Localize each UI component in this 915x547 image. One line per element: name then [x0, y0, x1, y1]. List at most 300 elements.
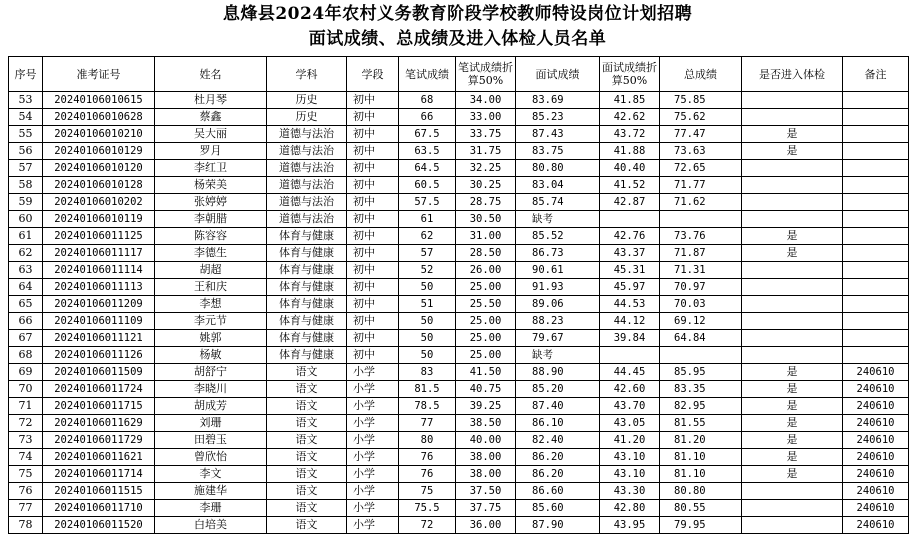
- cell-total: [660, 347, 742, 364]
- cell-remark: [843, 211, 909, 228]
- cell-stage: 初中: [347, 109, 399, 126]
- cell-name: 刘珊: [155, 415, 267, 432]
- table-row: [9, 313, 909, 330]
- cell-written-50: 33.00: [456, 109, 516, 126]
- header-written-50: 笔试成绩折算50%: [456, 57, 516, 92]
- cell-total: 75.85: [660, 92, 742, 109]
- cell-physical: 是: [742, 143, 843, 160]
- cell-interview: 86.10: [516, 415, 600, 432]
- cell-interview-50: 41.85: [600, 92, 660, 109]
- cell-written-50: 37.75: [456, 500, 516, 517]
- table-row: [9, 211, 909, 228]
- header-exam-no: 准考证号: [43, 57, 155, 92]
- cell-interview: 85.52: [516, 228, 600, 245]
- table-row: [9, 228, 909, 245]
- cell-seq: 66: [9, 313, 43, 330]
- cell-interview: 83.75: [516, 143, 600, 160]
- cell-exam-no: 20240106010120: [43, 160, 155, 177]
- cell-physical: [742, 330, 843, 347]
- cell-remark: 240610: [843, 398, 909, 415]
- cell-remark: 240610: [843, 381, 909, 398]
- header-name: 姓名: [155, 57, 267, 92]
- cell-subject: 道德与法治: [267, 160, 347, 177]
- cell-interview-50: 42.80: [600, 500, 660, 517]
- cell-interview-50: 44.12: [600, 313, 660, 330]
- cell-total: 85.95: [660, 364, 742, 381]
- cell-exam-no: 20240106010615: [43, 92, 155, 109]
- cell-remark: [843, 160, 909, 177]
- cell-exam-no: 20240106011629: [43, 415, 155, 432]
- cell-interview-50: 41.52: [600, 177, 660, 194]
- cell-written-50: 30.50: [456, 211, 516, 228]
- cell-name: 曾欣怡: [155, 449, 267, 466]
- cell-interview: 87.90: [516, 517, 600, 534]
- cell-physical: 是: [742, 364, 843, 381]
- header-written: 笔试成绩: [399, 57, 456, 92]
- cell-interview-50: 39.84: [600, 330, 660, 347]
- cell-stage: 初中: [347, 177, 399, 194]
- cell-subject: 道德与法治: [267, 194, 347, 211]
- cell-name: 吴大丽: [155, 126, 267, 143]
- table-row: [9, 483, 909, 500]
- cell-written: 50: [399, 279, 456, 296]
- cell-written-50: 39.25: [456, 398, 516, 415]
- table-row: [9, 262, 909, 279]
- cell-exam-no: 20240106011520: [43, 517, 155, 534]
- table-row: [9, 347, 909, 364]
- cell-total: 83.35: [660, 381, 742, 398]
- cell-total: 81.10: [660, 449, 742, 466]
- cell-total: 64.84: [660, 330, 742, 347]
- cell-subject: 语文: [267, 483, 347, 500]
- cell-interview: 90.61: [516, 262, 600, 279]
- cell-subject: 历史: [267, 92, 347, 109]
- cell-name: 陈容容: [155, 228, 267, 245]
- cell-name: 罗月: [155, 143, 267, 160]
- cell-physical: [742, 92, 843, 109]
- cell-written: 76: [399, 466, 456, 483]
- cell-seq: 75: [9, 466, 43, 483]
- cell-physical: 是: [742, 126, 843, 143]
- cell-total: 71.77: [660, 177, 742, 194]
- cell-exam-no: 20240106011724: [43, 381, 155, 398]
- cell-stage: 初中: [347, 245, 399, 262]
- cell-written: 80: [399, 432, 456, 449]
- table-row: [9, 109, 909, 126]
- cell-total: 80.55: [660, 500, 742, 517]
- cell-stage: 初中: [347, 160, 399, 177]
- cell-interview: 缺考: [516, 211, 600, 228]
- cell-interview: 86.73: [516, 245, 600, 262]
- cell-physical: 是: [742, 381, 843, 398]
- cell-written: 64.5: [399, 160, 456, 177]
- cell-total: 82.95: [660, 398, 742, 415]
- cell-interview: 85.60: [516, 500, 600, 517]
- cell-seq: 72: [9, 415, 43, 432]
- table-row: [9, 296, 909, 313]
- cell-stage: 初中: [347, 347, 399, 364]
- cell-written-50: 30.25: [456, 177, 516, 194]
- cell-subject: 体育与健康: [267, 228, 347, 245]
- cell-written-50: 41.50: [456, 364, 516, 381]
- cell-total: 69.12: [660, 313, 742, 330]
- cell-exam-no: 20240106011117: [43, 245, 155, 262]
- cell-name: 胡超: [155, 262, 267, 279]
- cell-seq: 53: [9, 92, 43, 109]
- cell-interview-50: 45.31: [600, 262, 660, 279]
- cell-exam-no: 20240106011126: [43, 347, 155, 364]
- cell-interview-50: 43.30: [600, 483, 660, 500]
- cell-seq: 61: [9, 228, 43, 245]
- cell-total: 73.76: [660, 228, 742, 245]
- cell-total: 72.65: [660, 160, 742, 177]
- cell-physical: [742, 279, 843, 296]
- cell-seq: 62: [9, 245, 43, 262]
- cell-interview-50: 42.87: [600, 194, 660, 211]
- cell-seq: 70: [9, 381, 43, 398]
- cell-interview: 89.06: [516, 296, 600, 313]
- cell-physical: [742, 517, 843, 534]
- cell-total: [660, 211, 742, 228]
- cell-written: 50: [399, 347, 456, 364]
- header-interview-50: 面试成绩折算50%: [600, 57, 660, 92]
- cell-written: 72: [399, 517, 456, 534]
- table-row: [9, 500, 909, 517]
- cell-seq: 77: [9, 500, 43, 517]
- cell-interview-50: 43.05: [600, 415, 660, 432]
- cell-interview: 83.69: [516, 92, 600, 109]
- cell-written-50: 37.50: [456, 483, 516, 500]
- cell-written-50: 31.75: [456, 143, 516, 160]
- cell-exam-no: 20240106010628: [43, 109, 155, 126]
- table-row: [9, 466, 909, 483]
- cell-exam-no: 20240106011714: [43, 466, 155, 483]
- cell-total: 71.31: [660, 262, 742, 279]
- cell-subject: 道德与法治: [267, 177, 347, 194]
- cell-subject: 语文: [267, 398, 347, 415]
- cell-physical: [742, 262, 843, 279]
- cell-seq: 71: [9, 398, 43, 415]
- cell-written-50: 33.75: [456, 126, 516, 143]
- cell-seq: 57: [9, 160, 43, 177]
- cell-written: 51: [399, 296, 456, 313]
- cell-written-50: 25.00: [456, 313, 516, 330]
- cell-remark: [843, 228, 909, 245]
- cell-physical: [742, 347, 843, 364]
- cell-interview-50: 40.40: [600, 160, 660, 177]
- cell-name: 李想: [155, 296, 267, 313]
- cell-physical: 是: [742, 398, 843, 415]
- cell-written: 63.5: [399, 143, 456, 160]
- cell-subject: 体育与健康: [267, 347, 347, 364]
- cell-exam-no: 20240106011509: [43, 364, 155, 381]
- cell-written: 60.5: [399, 177, 456, 194]
- cell-seq: 59: [9, 194, 43, 211]
- cell-exam-no: 20240106011715: [43, 398, 155, 415]
- cell-subject: 语文: [267, 449, 347, 466]
- cell-interview-50: 45.97: [600, 279, 660, 296]
- cell-exam-no: 20240106011114: [43, 262, 155, 279]
- cell-total: 81.55: [660, 415, 742, 432]
- cell-subject: 语文: [267, 500, 347, 517]
- cell-name: 张婷婷: [155, 194, 267, 211]
- cell-interview: 91.93: [516, 279, 600, 296]
- cell-name: 施建华: [155, 483, 267, 500]
- cell-stage: 初中: [347, 194, 399, 211]
- cell-stage: 小学: [347, 483, 399, 500]
- cell-subject: 语文: [267, 381, 347, 398]
- cell-remark: [843, 92, 909, 109]
- cell-written: 83: [399, 364, 456, 381]
- cell-interview: 85.74: [516, 194, 600, 211]
- cell-written-50: 25.00: [456, 347, 516, 364]
- cell-exam-no: 20240106011729: [43, 432, 155, 449]
- cell-exam-no: 20240106011125: [43, 228, 155, 245]
- cell-written: 81.5: [399, 381, 456, 398]
- table-header-row: [9, 57, 909, 92]
- table-row: [9, 279, 909, 296]
- cell-interview-50: 43.10: [600, 449, 660, 466]
- cell-exam-no: 20240106011710: [43, 500, 155, 517]
- cell-name: 杜月琴: [155, 92, 267, 109]
- cell-written-50: 36.00: [456, 517, 516, 534]
- cell-remark: [843, 347, 909, 364]
- cell-subject: 历史: [267, 109, 347, 126]
- cell-name: 李晓川: [155, 381, 267, 398]
- cell-physical: [742, 296, 843, 313]
- cell-interview-50: 43.37: [600, 245, 660, 262]
- cell-name: 李德生: [155, 245, 267, 262]
- table-row: [9, 92, 909, 109]
- document-title-line2: 面试成绩、总成绩及进入体检人员名单: [308, 29, 607, 49]
- cell-seq: 54: [9, 109, 43, 126]
- cell-stage: 初中: [347, 92, 399, 109]
- cell-stage: 初中: [347, 330, 399, 347]
- cell-written-50: 38.00: [456, 466, 516, 483]
- cell-seq: 73: [9, 432, 43, 449]
- cell-interview-50: 43.72: [600, 126, 660, 143]
- cell-exam-no: 20240106010202: [43, 194, 155, 211]
- cell-interview: 87.40: [516, 398, 600, 415]
- cell-written-50: 40.75: [456, 381, 516, 398]
- cell-interview-50: 44.45: [600, 364, 660, 381]
- table-row: [9, 381, 909, 398]
- cell-physical: [742, 109, 843, 126]
- cell-stage: 初中: [347, 262, 399, 279]
- cell-written-50: 25.50: [456, 296, 516, 313]
- table-row: [9, 160, 909, 177]
- cell-stage: 小学: [347, 415, 399, 432]
- cell-interview-50: 42.62: [600, 109, 660, 126]
- cell-interview-50: 41.20: [600, 432, 660, 449]
- table-row: [9, 517, 909, 534]
- cell-interview: 88.90: [516, 364, 600, 381]
- cell-remark: [843, 109, 909, 126]
- cell-subject: 道德与法治: [267, 143, 347, 160]
- cell-interview: 86.20: [516, 466, 600, 483]
- cell-seq: 78: [9, 517, 43, 534]
- cell-interview: 缺考: [516, 347, 600, 364]
- cell-exam-no: 20240106010128: [43, 177, 155, 194]
- cell-physical: 是: [742, 432, 843, 449]
- cell-written: 62: [399, 228, 456, 245]
- header-stage: 学段: [347, 57, 399, 92]
- cell-stage: 初中: [347, 126, 399, 143]
- cell-physical: [742, 313, 843, 330]
- header-total: 总成绩: [660, 57, 742, 92]
- cell-stage: 小学: [347, 517, 399, 534]
- results-table: [8, 56, 909, 534]
- cell-written: 75: [399, 483, 456, 500]
- cell-name: 胡舒宁: [155, 364, 267, 381]
- cell-remark: [843, 296, 909, 313]
- cell-exam-no: 20240106010129: [43, 143, 155, 160]
- cell-interview-50: 44.53: [600, 296, 660, 313]
- cell-seq: 60: [9, 211, 43, 228]
- cell-written: 67.5: [399, 126, 456, 143]
- cell-physical: [742, 160, 843, 177]
- cell-stage: 小学: [347, 500, 399, 517]
- cell-stage: 初中: [347, 279, 399, 296]
- cell-interview: 88.23: [516, 313, 600, 330]
- cell-remark: [843, 143, 909, 160]
- cell-physical: 是: [742, 449, 843, 466]
- cell-remark: 240610: [843, 466, 909, 483]
- table-row: [9, 449, 909, 466]
- header-physical: 是否进入体检: [742, 57, 843, 92]
- cell-name: 李朝腊: [155, 211, 267, 228]
- cell-subject: 语文: [267, 517, 347, 534]
- cell-total: 77.47: [660, 126, 742, 143]
- cell-written-50: 25.00: [456, 279, 516, 296]
- cell-remark: [843, 194, 909, 211]
- cell-stage: 初中: [347, 313, 399, 330]
- cell-stage: 小学: [347, 381, 399, 398]
- cell-interview: 80.80: [516, 160, 600, 177]
- document-title-line1: 息烽县2024年农村义务教育阶段学校教师特设岗位计划招聘: [222, 4, 693, 24]
- cell-written-50: 38.00: [456, 449, 516, 466]
- cell-written-50: 25.00: [456, 330, 516, 347]
- table-row: [9, 194, 909, 211]
- cell-remark: [843, 313, 909, 330]
- cell-written: 77: [399, 415, 456, 432]
- cell-written-50: 32.25: [456, 160, 516, 177]
- cell-seq: 65: [9, 296, 43, 313]
- cell-written: 66: [399, 109, 456, 126]
- cell-interview-50: 42.76: [600, 228, 660, 245]
- cell-exam-no: 20240106011121: [43, 330, 155, 347]
- cell-remark: 240610: [843, 432, 909, 449]
- cell-name: 杨荣美: [155, 177, 267, 194]
- table-row: [9, 245, 909, 262]
- cell-remark: 240610: [843, 364, 909, 381]
- cell-seq: 58: [9, 177, 43, 194]
- cell-interview: 86.20: [516, 449, 600, 466]
- cell-subject: 体育与健康: [267, 279, 347, 296]
- cell-written: 68: [399, 92, 456, 109]
- cell-interview: 83.04: [516, 177, 600, 194]
- cell-physical: 是: [742, 466, 843, 483]
- cell-subject: 体育与健康: [267, 262, 347, 279]
- cell-name: 胡成芳: [155, 398, 267, 415]
- cell-stage: 小学: [347, 398, 399, 415]
- header-seq: 序号: [9, 57, 43, 92]
- cell-exam-no: 20240106011515: [43, 483, 155, 500]
- cell-remark: 240610: [843, 500, 909, 517]
- cell-physical: 是: [742, 228, 843, 245]
- header-remark: 备注: [843, 57, 909, 92]
- table-row: [9, 177, 909, 194]
- cell-interview: 86.60: [516, 483, 600, 500]
- cell-written: 52: [399, 262, 456, 279]
- table-row: [9, 126, 909, 143]
- cell-name: 李红卫: [155, 160, 267, 177]
- cell-remark: [843, 177, 909, 194]
- cell-written: 75.5: [399, 500, 456, 517]
- cell-seq: 56: [9, 143, 43, 160]
- cell-remark: [843, 330, 909, 347]
- cell-remark: [843, 279, 909, 296]
- cell-written: 57: [399, 245, 456, 262]
- cell-stage: 初中: [347, 228, 399, 245]
- cell-physical: [742, 211, 843, 228]
- cell-interview-50: 41.88: [600, 143, 660, 160]
- cell-interview-50: 43.10: [600, 466, 660, 483]
- cell-name: 杨敏: [155, 347, 267, 364]
- cell-name: 李文: [155, 466, 267, 483]
- table-row: [9, 398, 909, 415]
- cell-physical: [742, 177, 843, 194]
- cell-written-50: 28.75: [456, 194, 516, 211]
- cell-stage: 小学: [347, 466, 399, 483]
- cell-written-50: 31.00: [456, 228, 516, 245]
- cell-total: 71.62: [660, 194, 742, 211]
- cell-stage: 小学: [347, 449, 399, 466]
- cell-subject: 语文: [267, 432, 347, 449]
- cell-interview: 85.23: [516, 109, 600, 126]
- header-interview: 面试成绩: [516, 57, 600, 92]
- cell-physical: [742, 500, 843, 517]
- cell-remark: 240610: [843, 415, 909, 432]
- table-row: [9, 432, 909, 449]
- cell-name: 王和庆: [155, 279, 267, 296]
- cell-stage: 小学: [347, 432, 399, 449]
- table-body: [9, 92, 909, 534]
- cell-written-50: 28.50: [456, 245, 516, 262]
- cell-interview-50: 43.70: [600, 398, 660, 415]
- cell-written-50: 40.00: [456, 432, 516, 449]
- cell-written-50: 38.50: [456, 415, 516, 432]
- cell-remark: 240610: [843, 449, 909, 466]
- cell-physical: 是: [742, 415, 843, 432]
- cell-interview-50: 42.60: [600, 381, 660, 398]
- cell-exam-no: 20240106010210: [43, 126, 155, 143]
- cell-subject: 体育与健康: [267, 330, 347, 347]
- cell-interview: 87.43: [516, 126, 600, 143]
- cell-seq: 64: [9, 279, 43, 296]
- cell-name: 李珊: [155, 500, 267, 517]
- cell-written-50: 34.00: [456, 92, 516, 109]
- cell-exam-no: 20240106011113: [43, 279, 155, 296]
- cell-interview: 79.67: [516, 330, 600, 347]
- cell-written: 78.5: [399, 398, 456, 415]
- cell-total: 70.03: [660, 296, 742, 313]
- cell-exam-no: 20240106011621: [43, 449, 155, 466]
- cell-total: 81.20: [660, 432, 742, 449]
- cell-seq: 67: [9, 330, 43, 347]
- cell-remark: [843, 126, 909, 143]
- cell-subject: 体育与健康: [267, 313, 347, 330]
